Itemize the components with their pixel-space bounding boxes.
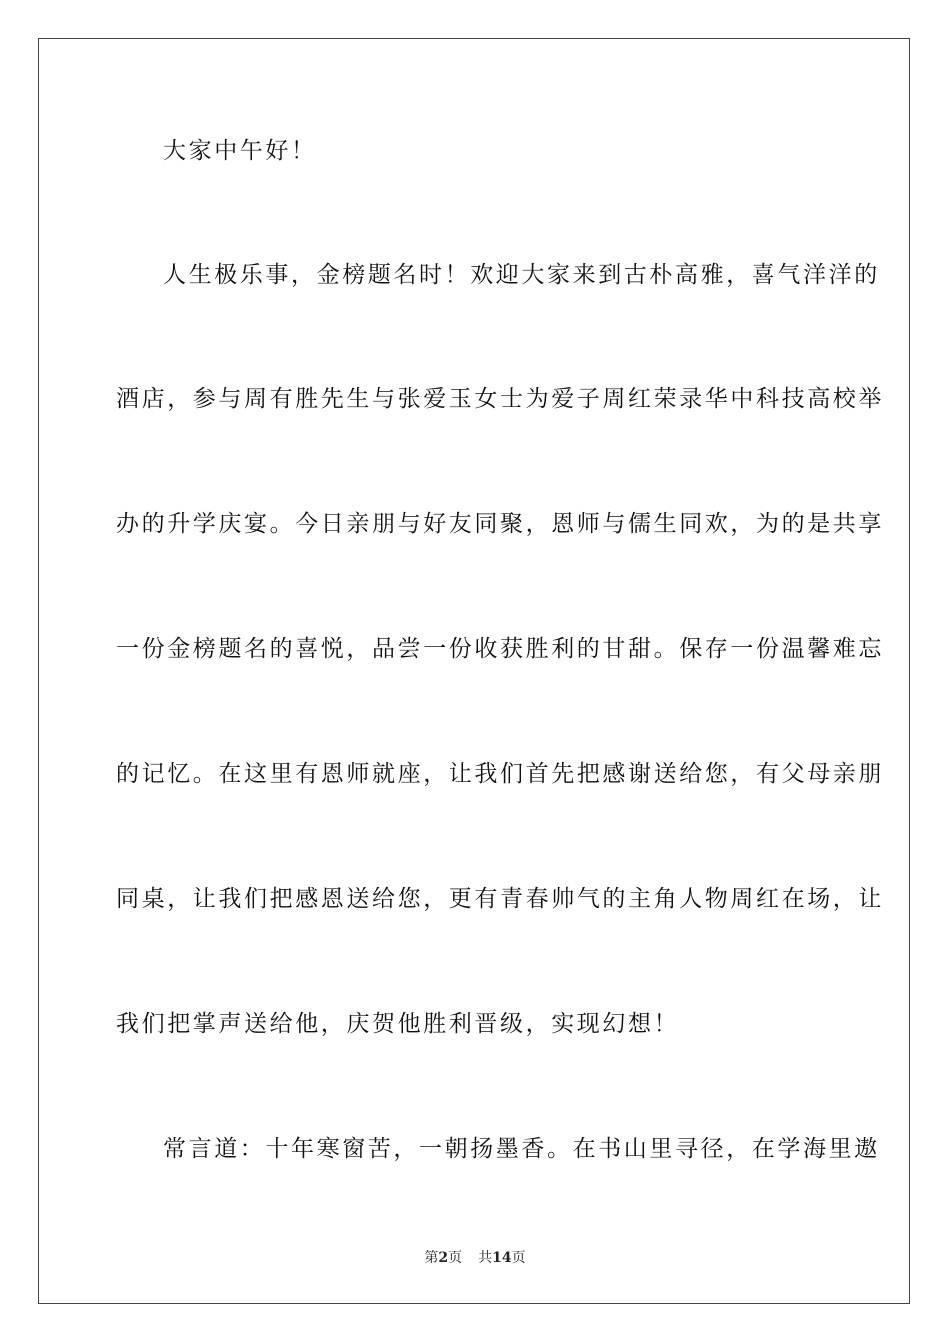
paragraph-line: 的记忆。在这里有恩师就座，让我们首先把感谢送给您，有父母亲朋: [116, 761, 884, 787]
page-number: 2: [438, 1250, 449, 1266]
paragraph-line: 办的升学庆宴。今日亲朋与好友同聚，恩师与儒生同欢，为的是共享: [116, 511, 884, 537]
page-footer: [0, 1248, 950, 1268]
total-prefix: 共: [478, 1250, 493, 1266]
page-suffix: 页: [448, 1250, 463, 1266]
paragraph-line: 酒店，参与周有胜先生与张爱玉女士为爱子周红荣录华中科技高校举: [116, 386, 884, 412]
paragraph-line: 人生极乐事，金榜题名时！欢迎大家来到古朴高雅，喜气洋洋的: [163, 262, 880, 288]
total-suffix: 页: [511, 1250, 526, 1266]
total-pages: 14: [492, 1250, 512, 1266]
page-prefix: 第: [424, 1250, 439, 1266]
page-border: [38, 38, 910, 1304]
paragraph-line: 常言道：十年寒窗苦，一朝扬墨香。在书山里寻径，在学海里遨: [163, 1136, 880, 1162]
paragraph-line: 同桌，让我们把感恩送给您，更有青春帅气的主角人物周红在场，让: [116, 886, 884, 912]
paragraph-line: 我们把掌声送给他，庆贺他胜利晋级，实现幻想！: [116, 1011, 680, 1037]
paragraph-line: 一份金榜题名的喜悦，品尝一份收获胜利的甘甜。保存一份温馨难忘: [116, 636, 884, 662]
greeting-line: 大家中午好！: [163, 138, 317, 164]
